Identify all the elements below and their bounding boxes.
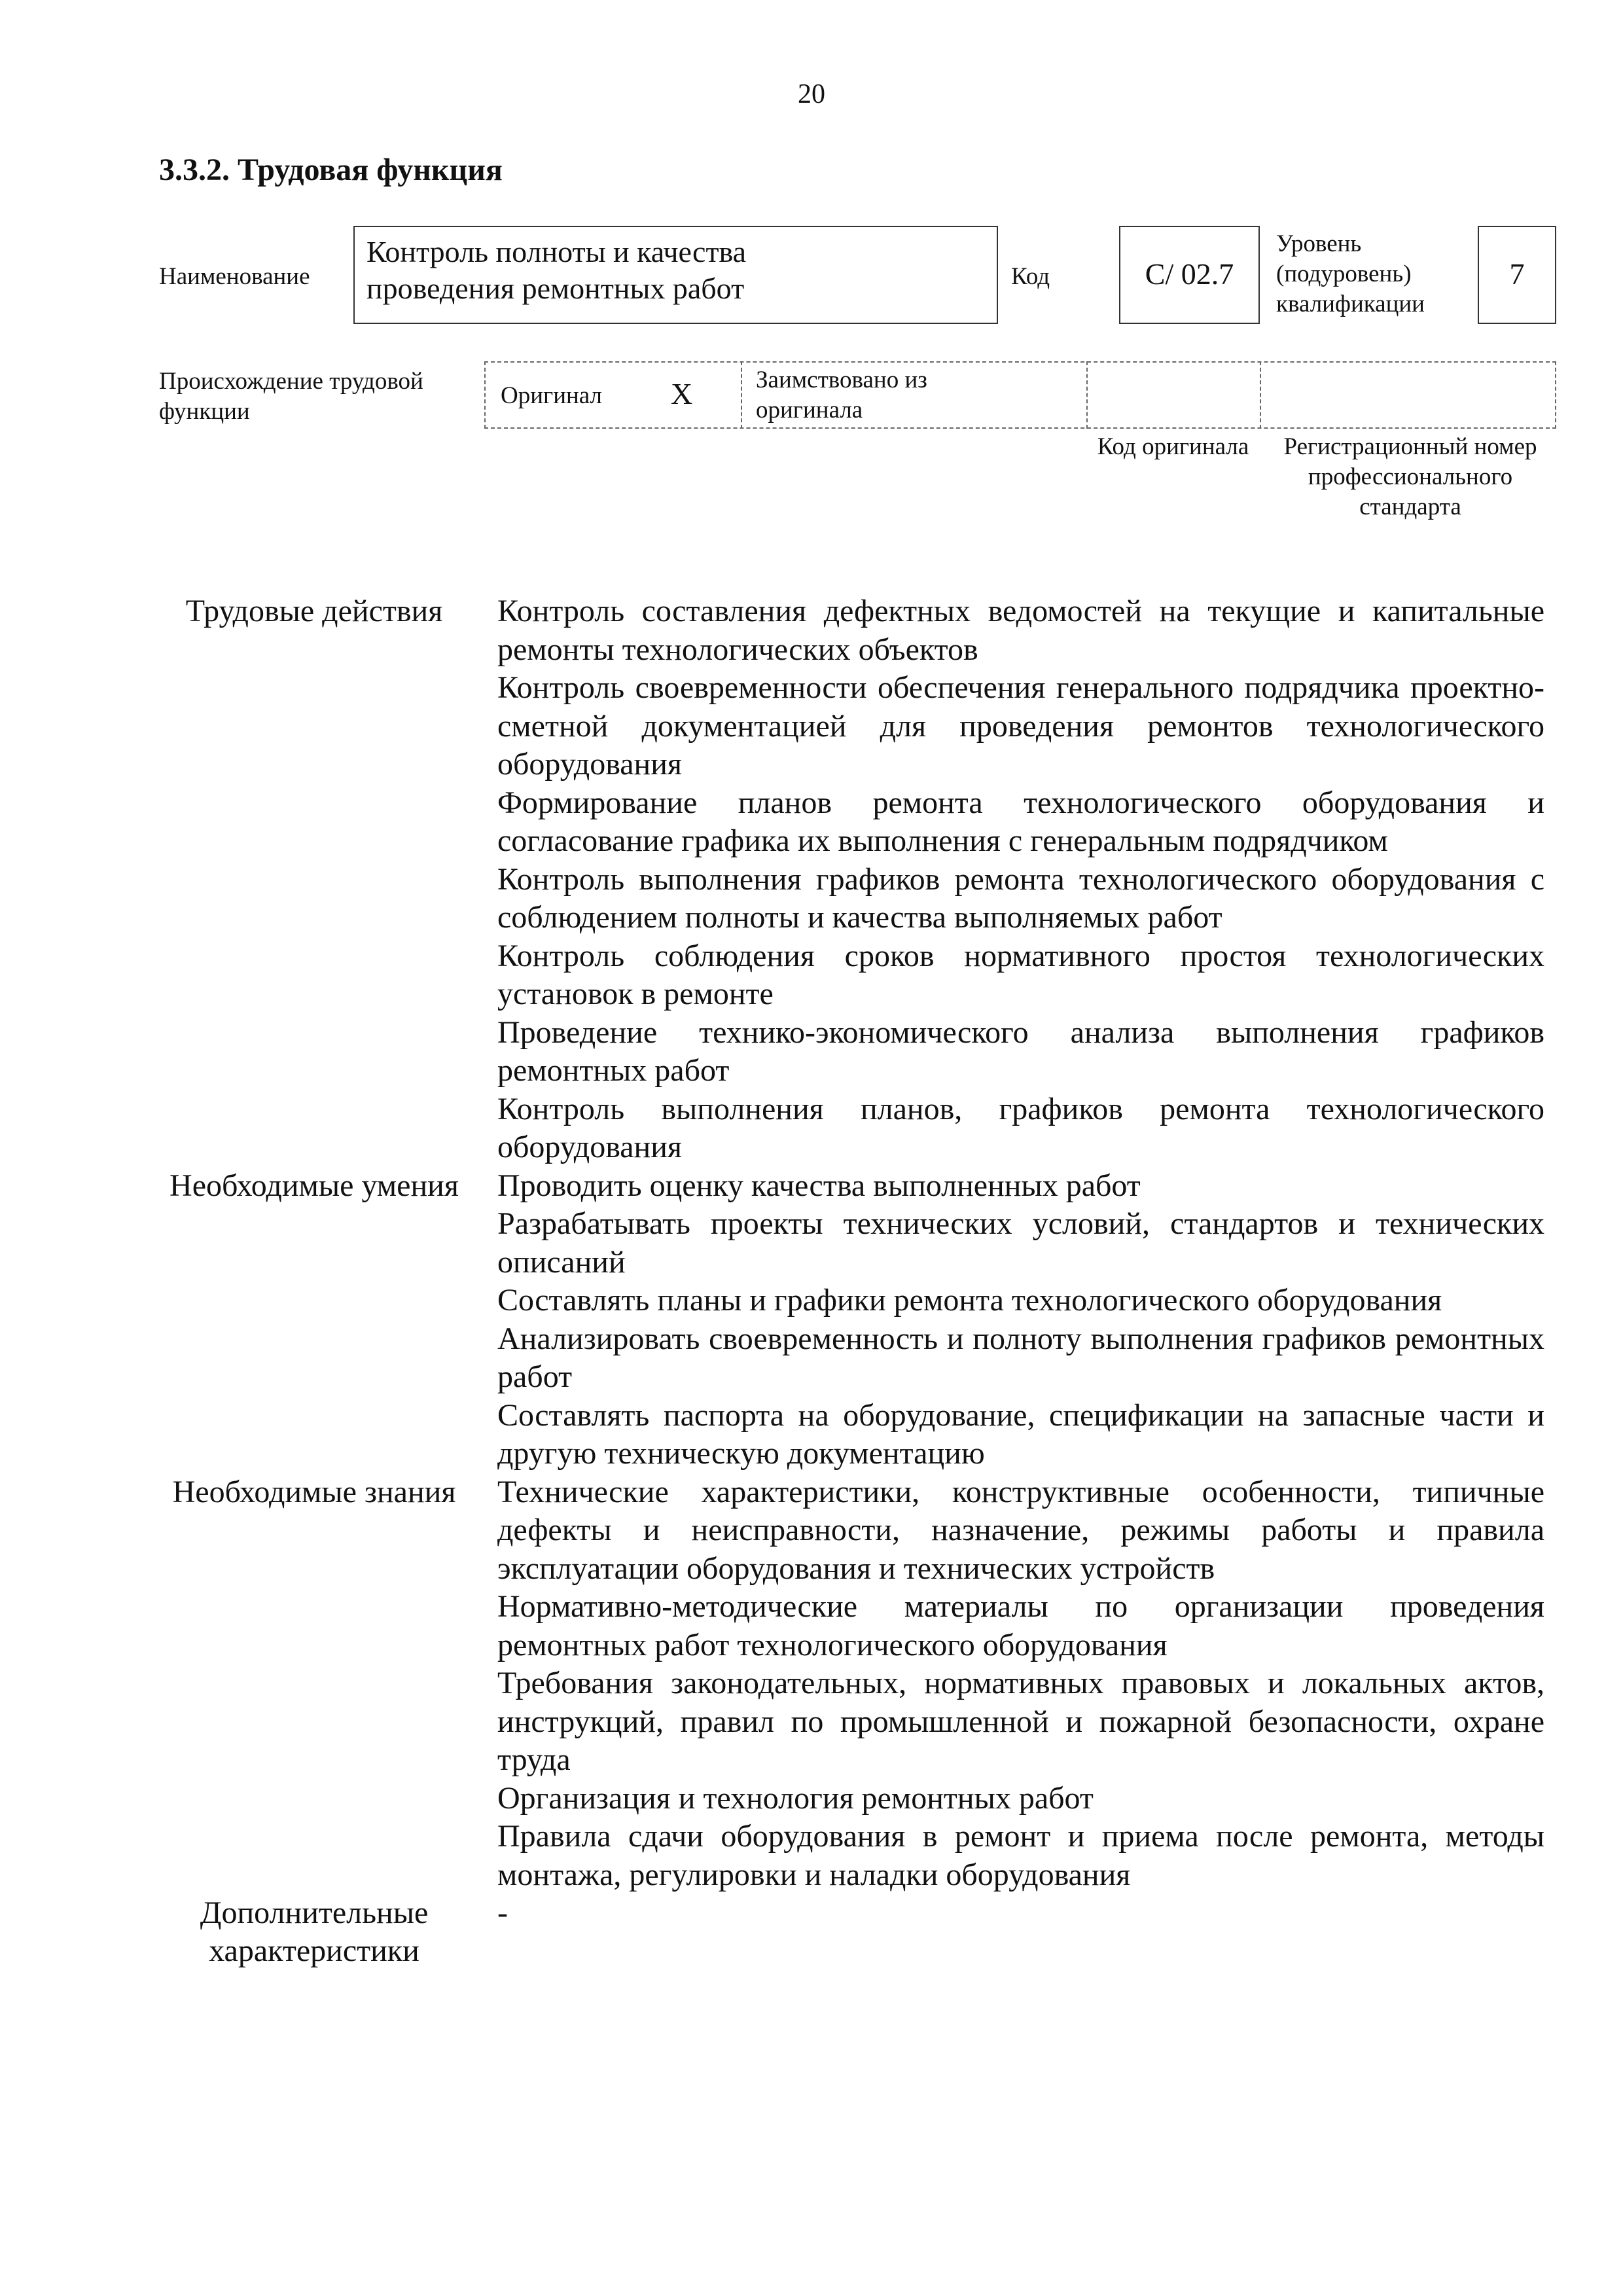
name-label: Наименование <box>159 263 310 290</box>
code-original-caption: Код оригинала <box>1097 433 1249 460</box>
list-item: Контроль выполнения графиков ремонта технологического оборудования с соблюдением полноты и качества выполняемых работ <box>497 861 1544 935</box>
list-item: Составлять паспорта на оборудование, спецификации на запасные части и другую техническую документацию <box>497 1397 1544 1471</box>
list-item: - <box>497 1895 508 1930</box>
list-item: Проведение технико-экономического анализа выполнения графиков ремонтных работ <box>497 1014 1544 1088</box>
section-label: Необходимые умения <box>169 1168 459 1203</box>
function-details <box>124 592 1551 1970</box>
list-item: Проводить оценку качества выполненных работ <box>497 1168 1141 1203</box>
section-row <box>124 1894 1551 1970</box>
list-item: Технические характеристики, конструктивные особенности, типичные дефекты и неисправности, назначение, режимы работы и правила эксплуатации оборудования и технических устройств <box>497 1474 1544 1586</box>
section-label: Трудовые действия <box>185 594 443 628</box>
list-item: Формирование планов ремонта технологического оборудования и согласование графика их выполнения с генеральным подрядчиком <box>497 785 1544 858</box>
list-item: Разрабатывать проекты технических условий, стандартов и технических описаний <box>497 1206 1544 1280</box>
reg-number-caption: Регистрационный номер профессионального стандарта <box>1283 433 1537 520</box>
section-row <box>124 1473 1551 1895</box>
list-item: Составлять планы и графики ремонта технологического оборудования <box>497 1283 1442 1318</box>
section-label: Дополнительные характеристики <box>200 1895 429 1968</box>
list-item: Контроль составления дефектных ведомостей на текущие и капитальные ремонты технологических объектов <box>497 594 1544 667</box>
list-item: Правила сдачи оборудования в ремонт и приема после ремонта, методы монтажа, регулировки и наладки оборудования <box>497 1819 1544 1892</box>
borrowed-label: Заимствовано из оригинала <box>756 367 927 423</box>
section-title: 3.3.2. Трудовая функция <box>159 152 503 187</box>
name-box <box>353 226 998 324</box>
origin-label: Происхождение трудовой функции <box>159 368 423 425</box>
section-items <box>497 592 1544 1167</box>
list-item: Требования законодательных, нормативных правовых и локальных актов, инструкций, правил по промышленной и пожарной безопасности, охране труда <box>497 1666 1544 1777</box>
origin-table <box>484 361 1556 429</box>
section-label: Необходимые знания <box>172 1474 456 1509</box>
section-row <box>124 592 1551 1167</box>
level-value: 7 <box>1509 257 1525 291</box>
section-row <box>124 1167 1551 1473</box>
section-items <box>497 1894 1544 1970</box>
level-label: Уровень (подуровень) квалификации <box>1276 230 1425 317</box>
list-item: Контроль соблюдения сроков нормативного простоя технологических установок в ремонте <box>497 938 1544 1011</box>
code-label: Код <box>1011 263 1050 290</box>
list-item: Контроль своевременности обеспечения генерального подрядчика проектно-сметной документацией для проведения ремонтов технологического оборудования <box>497 670 1544 781</box>
list-item: Организация и технология ремонтных работ <box>497 1780 1094 1816</box>
original-label: Оригинал <box>501 382 603 409</box>
list-item: Нормативно-методические материалы по организации проведения ремонтных работ технологического оборудования <box>497 1589 1544 1662</box>
section-items <box>497 1167 1544 1473</box>
page-number: 20 <box>798 79 825 109</box>
list-item: Анализировать своевременность и полноту выполнения графиков ремонтных работ <box>497 1321 1544 1394</box>
list-item: Контроль выполнения планов, графиков ремонта технологического оборудования <box>497 1091 1544 1164</box>
code-value: С/ 02.7 <box>1145 257 1234 291</box>
section-items <box>497 1473 1544 1895</box>
original-mark: X <box>671 377 693 410</box>
code-box <box>1119 226 1260 324</box>
level-box <box>1478 226 1556 324</box>
name-value: Контроль полноты и качества проведения ремонтных работ <box>366 235 747 305</box>
